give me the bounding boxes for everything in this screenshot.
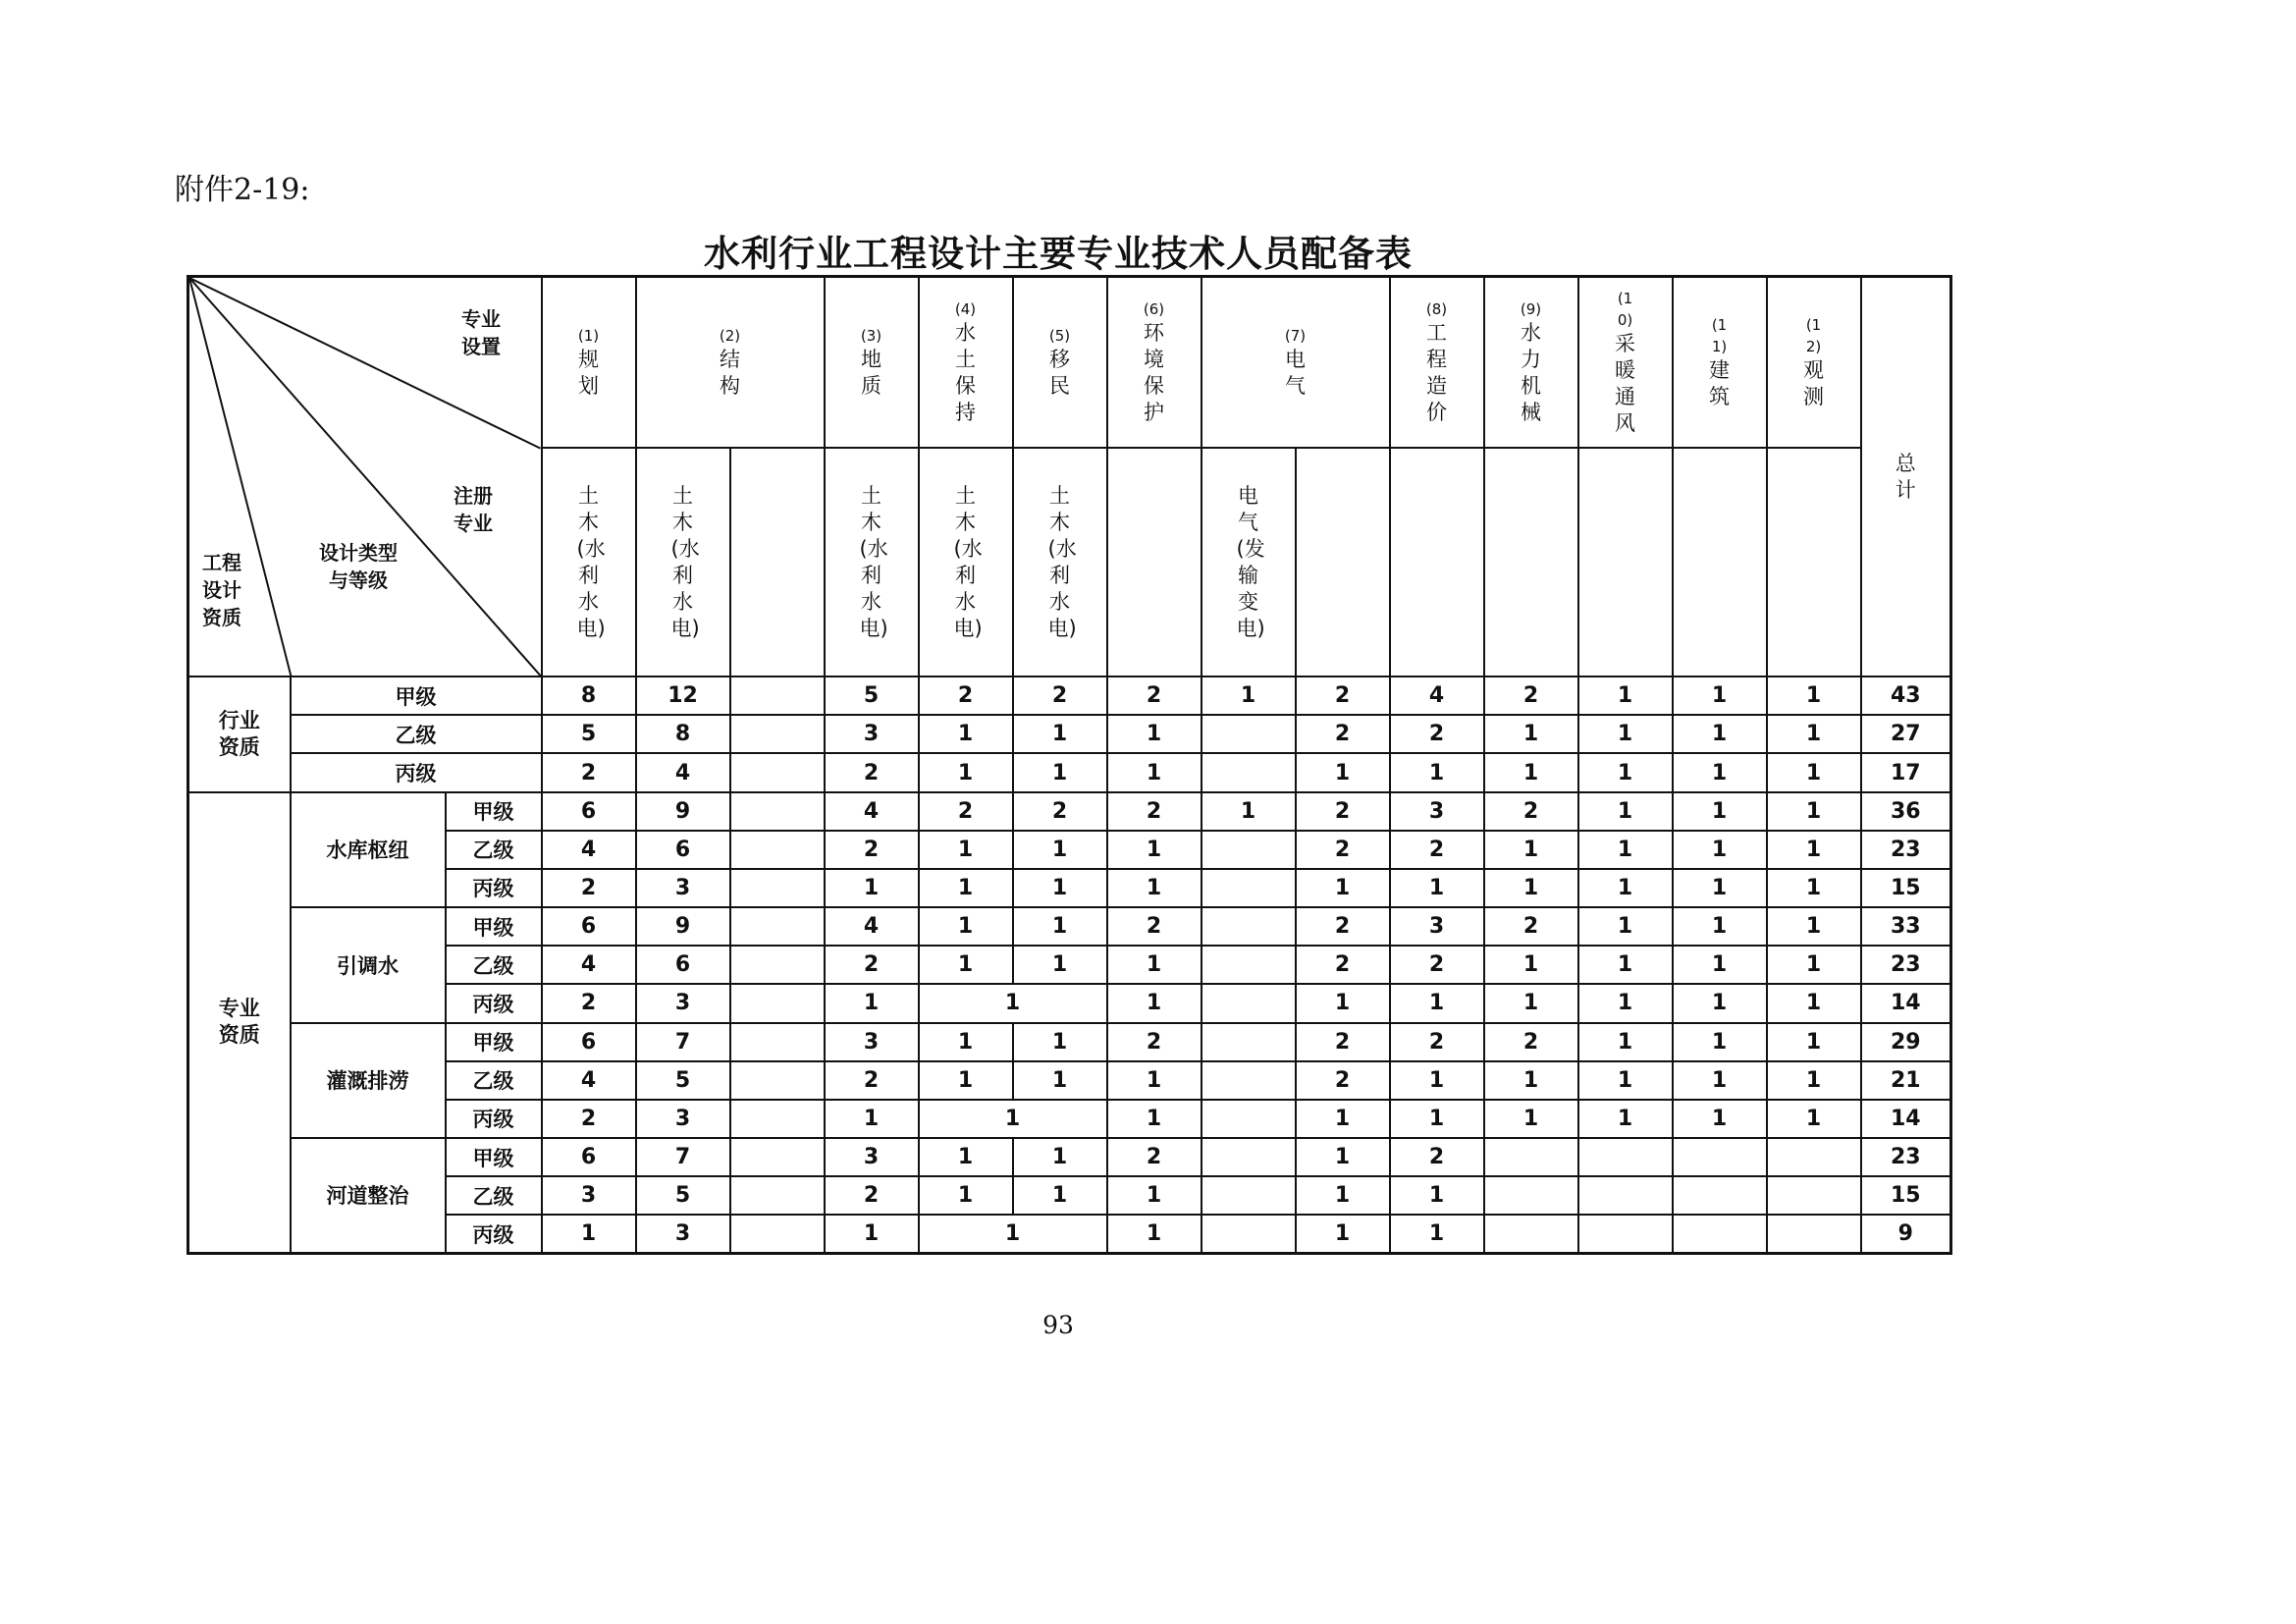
cell: 2 — [825, 1176, 919, 1215]
cell: 1 — [1578, 984, 1673, 1022]
cell: 1 — [1013, 1061, 1107, 1100]
cell: 2 — [1484, 1023, 1578, 1061]
cell: 1 — [1013, 1176, 1107, 1215]
cell: 1 — [1673, 677, 1767, 715]
cell — [730, 831, 825, 869]
cell: 1 — [919, 1061, 1013, 1100]
cell: 1 — [1484, 984, 1578, 1022]
cell: 1 — [1578, 907, 1673, 946]
cell — [1201, 1023, 1296, 1061]
merged-cell: 1 — [919, 984, 1107, 1022]
subject-header-12: (12) 观测 — [1767, 277, 1861, 449]
total-cell: 33 — [1861, 907, 1951, 946]
cell: 6 — [636, 831, 730, 869]
table-row — [188, 677, 1951, 715]
total-header: 总计 — [1861, 277, 1951, 677]
cell: 1 — [919, 831, 1013, 869]
total-cell: 14 — [1861, 1100, 1951, 1138]
cell: 2 — [1296, 1061, 1390, 1100]
cell: 1 — [1390, 1061, 1484, 1100]
grade-label: 乙级 — [291, 715, 542, 753]
grade-label: 乙级 — [446, 1176, 542, 1215]
cell: 12 — [636, 677, 730, 715]
cell — [1484, 1138, 1578, 1176]
registered-architecture-empty — [1673, 448, 1767, 677]
cell: 5 — [636, 1176, 730, 1215]
cell: 6 — [542, 1023, 636, 1061]
registered-observation-empty — [1767, 448, 1861, 677]
cell — [730, 984, 825, 1022]
table-row — [188, 907, 1951, 946]
cell: 2 — [825, 753, 919, 791]
cell: 1 — [1673, 946, 1767, 984]
cell — [1673, 1138, 1767, 1176]
cell: 2 — [1107, 1138, 1201, 1176]
cell — [1767, 1215, 1861, 1253]
cell: 1 — [1484, 715, 1578, 753]
cell: 1 — [1578, 1100, 1673, 1138]
cell: 1 — [1484, 753, 1578, 791]
cell: 2 — [542, 869, 636, 907]
cell — [1767, 1176, 1861, 1215]
grade-label: 甲级 — [446, 1023, 542, 1061]
grade-label: 丙级 — [446, 1100, 542, 1138]
total-cell: 23 — [1861, 831, 1951, 869]
cell: 1 — [1013, 1138, 1107, 1176]
page-number: 93 — [1042, 1311, 1074, 1339]
cell: 4 — [542, 1061, 636, 1100]
cell: 1 — [1013, 831, 1107, 869]
cell: 1 — [1578, 753, 1673, 791]
cell: 1 — [825, 1100, 919, 1138]
cell: 1 — [1107, 1176, 1201, 1215]
cell: 6 — [636, 946, 730, 984]
grade-label: 甲级 — [291, 677, 542, 715]
type-label: 水库枢纽 — [291, 792, 446, 907]
grade-label: 丙级 — [291, 753, 542, 791]
cell — [1201, 984, 1296, 1022]
cell: 7 — [636, 1023, 730, 1061]
total-cell: 15 — [1861, 869, 1951, 907]
cell: 1 — [1296, 1215, 1390, 1253]
merged-cell: 1 — [919, 1215, 1107, 1253]
cell: 4 — [825, 907, 919, 946]
table-row — [188, 869, 1951, 907]
cell: 4 — [636, 753, 730, 791]
cell: 1 — [1673, 1100, 1767, 1138]
cell: 9 — [636, 907, 730, 946]
cell: 3 — [825, 715, 919, 753]
cell: 1 — [919, 1138, 1013, 1176]
total-cell: 23 — [1861, 946, 1951, 984]
cell: 3 — [636, 984, 730, 1022]
cell: 1 — [1107, 1061, 1201, 1100]
cell: 2 — [1296, 907, 1390, 946]
total-cell: 43 — [1861, 677, 1951, 715]
cell: 1 — [1578, 1061, 1673, 1100]
cell: 1 — [919, 1023, 1013, 1061]
cell: 6 — [542, 1138, 636, 1176]
cell: 1 — [1578, 946, 1673, 984]
cell: 3 — [636, 869, 730, 907]
cell: 3 — [825, 1023, 919, 1061]
cell: 1 — [1484, 1100, 1578, 1138]
cell: 2 — [1390, 946, 1484, 984]
cell: 1 — [1673, 984, 1767, 1022]
subject-header-3: (3) 地质 — [825, 277, 919, 449]
cell: 3 — [1390, 907, 1484, 946]
cell — [1201, 1138, 1296, 1176]
cell — [1578, 1215, 1673, 1253]
table-row — [188, 753, 1951, 791]
cell — [1484, 1215, 1578, 1253]
type-label: 河道整治 — [291, 1138, 446, 1254]
cell: 1 — [1390, 869, 1484, 907]
table-row — [188, 715, 1951, 753]
table-row — [188, 946, 1951, 984]
subject-header-4: (4) 水土保持 — [919, 277, 1013, 449]
cell — [730, 1176, 825, 1215]
document-title: 水利行业工程设计主要专业技术人员配备表 — [704, 233, 1413, 275]
grade-label: 丙级 — [446, 1215, 542, 1253]
cell: 2 — [1484, 677, 1578, 715]
cell: 2 — [1013, 792, 1107, 831]
subject-header-8: (8) 工程造价 — [1390, 277, 1484, 449]
cell: 1 — [542, 1215, 636, 1253]
cell: 1 — [919, 869, 1013, 907]
cell: 2 — [1013, 677, 1107, 715]
cell: 1 — [1013, 907, 1107, 946]
cell: 5 — [542, 715, 636, 753]
cell: 1 — [1390, 1176, 1484, 1215]
cell: 1 — [1390, 753, 1484, 791]
registered-resettlement: 土木(水利水电) — [1013, 448, 1107, 677]
corner-label-specialty-setting: 专业设置 — [461, 307, 501, 358]
cell: 2 — [1296, 715, 1390, 753]
cell — [730, 677, 825, 715]
cell: 1 — [1107, 753, 1201, 791]
table-row — [188, 984, 1951, 1022]
cell: 1 — [1767, 792, 1861, 831]
staffing-table — [187, 275, 1952, 1255]
cell — [1201, 753, 1296, 791]
cell: 1 — [1673, 1061, 1767, 1100]
cell: 3 — [542, 1176, 636, 1215]
cell — [1201, 1100, 1296, 1138]
cell: 8 — [636, 715, 730, 753]
total-cell: 23 — [1861, 1138, 1951, 1176]
cell: 1 — [1484, 946, 1578, 984]
registered-electric: 电气(发输变电) — [1201, 448, 1296, 677]
cell: 1 — [1673, 792, 1767, 831]
cell — [1767, 1138, 1861, 1176]
cell: 1 — [1201, 677, 1296, 715]
cell: 2 — [825, 1061, 919, 1100]
cell: 1 — [1296, 1138, 1390, 1176]
cell: 4 — [825, 792, 919, 831]
cell — [730, 946, 825, 984]
total-cell: 21 — [1861, 1061, 1951, 1100]
cell: 4 — [1390, 677, 1484, 715]
cell: 1 — [1767, 1023, 1861, 1061]
type-label: 引调水 — [291, 907, 446, 1022]
cell — [1484, 1176, 1578, 1215]
cell: 4 — [542, 831, 636, 869]
corner-header-cell — [188, 277, 542, 677]
attachment-label: 附件2-19: — [175, 173, 310, 207]
cell: 1 — [1767, 907, 1861, 946]
subject-header-10: (10) 采暖通风 — [1578, 277, 1673, 449]
cell: 2 — [1107, 792, 1201, 831]
cell: 1 — [1013, 946, 1107, 984]
cell: 2 — [1296, 677, 1390, 715]
corner-label-qualification: 工程设计资质 — [202, 551, 241, 629]
cell: 1 — [1578, 715, 1673, 753]
cell: 1 — [1013, 1023, 1107, 1061]
cell: 2 — [1390, 1138, 1484, 1176]
cell: 3 — [1390, 792, 1484, 831]
cell: 1 — [1107, 1215, 1201, 1253]
cell: 1 — [919, 907, 1013, 946]
group-label-professional: 专业资质 — [188, 792, 291, 1254]
total-cell: 29 — [1861, 1023, 1951, 1061]
cell: 3 — [636, 1100, 730, 1138]
type-label: 灌溉排涝 — [291, 1023, 446, 1138]
cell: 1 — [1578, 792, 1673, 831]
cell — [1201, 831, 1296, 869]
registered-geology: 土木(水利水电) — [825, 448, 919, 677]
cell — [730, 1061, 825, 1100]
cell — [730, 792, 825, 831]
cell: 1 — [1767, 1061, 1861, 1100]
cell: 2 — [1296, 1023, 1390, 1061]
cell: 1 — [1767, 869, 1861, 907]
cell: 1 — [1673, 715, 1767, 753]
cell: 1 — [825, 1215, 919, 1253]
cell: 2 — [1107, 907, 1201, 946]
grade-label: 甲级 — [446, 792, 542, 831]
cell: 3 — [825, 1138, 919, 1176]
cell: 1 — [1390, 1215, 1484, 1253]
cell: 1 — [1107, 831, 1201, 869]
cell: 1 — [919, 946, 1013, 984]
registered-environment-empty — [1107, 448, 1201, 677]
subject-header-9: (9) 水力机械 — [1484, 277, 1578, 449]
cell: 1 — [1673, 1023, 1767, 1061]
table-row — [188, 1061, 1951, 1100]
cell: 7 — [636, 1138, 730, 1176]
cell: 1 — [825, 869, 919, 907]
subject-header-6: (6) 环境保护 — [1107, 277, 1201, 449]
cell: 2 — [825, 946, 919, 984]
registered-hydraulic-empty — [1484, 448, 1578, 677]
merged-cell: 1 — [919, 1100, 1107, 1138]
cell — [1201, 1215, 1296, 1253]
cell: 1 — [1296, 1100, 1390, 1138]
grade-label: 甲级 — [446, 907, 542, 946]
grade-label: 乙级 — [446, 1061, 542, 1100]
cell — [1201, 946, 1296, 984]
table-row — [188, 1023, 1951, 1061]
subject-header-7: (7) 电气 — [1201, 277, 1390, 449]
cell — [1201, 869, 1296, 907]
cell: 2 — [1296, 946, 1390, 984]
table-row — [188, 1100, 1951, 1138]
cell: 1 — [1296, 984, 1390, 1022]
cell: 1 — [1107, 1100, 1201, 1138]
cell: 2 — [919, 677, 1013, 715]
cell: 6 — [542, 792, 636, 831]
registered-cost-empty — [1390, 448, 1484, 677]
cell: 1 — [1296, 869, 1390, 907]
cell — [1201, 1176, 1296, 1215]
table-row — [188, 1138, 1951, 1176]
cell: 1 — [1578, 831, 1673, 869]
cell: 5 — [636, 1061, 730, 1100]
cell: 1 — [1767, 1100, 1861, 1138]
cell: 2 — [825, 831, 919, 869]
subject-header-5: (5) 移民 — [1013, 277, 1107, 449]
cell: 1 — [1484, 1061, 1578, 1100]
registered-planning: 土木(水利水电) — [542, 448, 636, 677]
table-row — [188, 1215, 1951, 1253]
cell: 1 — [1296, 753, 1390, 791]
total-cell: 15 — [1861, 1176, 1951, 1215]
cell: 3 — [636, 1215, 730, 1253]
cell: 1 — [1767, 831, 1861, 869]
registered-hvac-empty — [1578, 448, 1673, 677]
cell: 1 — [1767, 984, 1861, 1022]
cell: 1 — [1767, 715, 1861, 753]
subject-header-2: (2) 结构 — [636, 277, 825, 449]
cell: 1 — [1390, 984, 1484, 1022]
grade-label: 乙级 — [446, 831, 542, 869]
cell: 2 — [919, 792, 1013, 831]
table-row — [188, 792, 1951, 831]
cell: 2 — [1390, 831, 1484, 869]
corner-label-registered-specialty: 注册专业 — [454, 484, 493, 535]
cell: 2 — [542, 753, 636, 791]
cell: 2 — [542, 984, 636, 1022]
registered-structure-empty — [730, 448, 825, 677]
cell: 1 — [1201, 792, 1296, 831]
cell — [1673, 1176, 1767, 1215]
cell — [730, 869, 825, 907]
cell: 1 — [1673, 869, 1767, 907]
total-cell: 14 — [1861, 984, 1951, 1022]
cell — [730, 907, 825, 946]
table-row — [188, 1176, 1951, 1215]
cell: 1 — [1673, 831, 1767, 869]
cell: 1 — [1013, 869, 1107, 907]
cell — [730, 1215, 825, 1253]
cell: 1 — [1107, 869, 1201, 907]
cell: 1 — [1484, 869, 1578, 907]
group-label-industry: 行业资质 — [188, 677, 291, 791]
cell — [730, 1023, 825, 1061]
cell: 1 — [1484, 831, 1578, 869]
total-cell: 36 — [1861, 792, 1951, 831]
cell: 2 — [1107, 1023, 1201, 1061]
cell — [1201, 1061, 1296, 1100]
cell: 2 — [1296, 831, 1390, 869]
cell: 1 — [919, 1176, 1013, 1215]
cell: 1 — [1107, 715, 1201, 753]
cell: 4 — [542, 946, 636, 984]
cell: 1 — [825, 984, 919, 1022]
cell: 2 — [1484, 907, 1578, 946]
cell — [1201, 715, 1296, 753]
cell — [1673, 1215, 1767, 1253]
cell: 1 — [1673, 753, 1767, 791]
header-row-specialty — [188, 277, 1951, 449]
grade-label: 乙级 — [446, 946, 542, 984]
cell: 1 — [1296, 1176, 1390, 1215]
cell — [730, 1138, 825, 1176]
cell: 2 — [1390, 715, 1484, 753]
subject-header-11: (11) 建筑 — [1673, 277, 1767, 449]
cell — [730, 1100, 825, 1138]
corner-label-design-type-grade: 设计类型与等级 — [319, 541, 398, 592]
cell — [1201, 907, 1296, 946]
cell: 1 — [1767, 753, 1861, 791]
registered-electric-empty — [1296, 448, 1390, 677]
cell: 5 — [825, 677, 919, 715]
total-cell: 17 — [1861, 753, 1951, 791]
cell — [1578, 1138, 1673, 1176]
cell: 1 — [919, 753, 1013, 791]
cell: 1 — [1578, 1023, 1673, 1061]
cell — [1578, 1176, 1673, 1215]
table-row — [188, 831, 1951, 869]
cell: 1 — [1107, 984, 1201, 1022]
total-cell: 9 — [1861, 1215, 1951, 1253]
cell: 6 — [542, 907, 636, 946]
cell: 1 — [1578, 677, 1673, 715]
cell: 2 — [1484, 792, 1578, 831]
grade-label: 丙级 — [446, 869, 542, 907]
cell — [730, 753, 825, 791]
cell: 1 — [919, 715, 1013, 753]
cell: 1 — [1390, 1100, 1484, 1138]
total-cell: 27 — [1861, 715, 1951, 753]
cell: 1 — [1767, 946, 1861, 984]
cell: 8 — [542, 677, 636, 715]
grade-label: 甲级 — [446, 1138, 542, 1176]
grade-label: 丙级 — [446, 984, 542, 1022]
cell: 2 — [542, 1100, 636, 1138]
registered-soil-conservation: 土木(水利水电) — [919, 448, 1013, 677]
cell: 1 — [1013, 753, 1107, 791]
cell: 2 — [1390, 1023, 1484, 1061]
cell: 1 — [1767, 677, 1861, 715]
cell: 2 — [1107, 677, 1201, 715]
cell: 1 — [1107, 946, 1201, 984]
cell: 2 — [1296, 792, 1390, 831]
cell: 9 — [636, 792, 730, 831]
subject-header-1: (1) 规划 — [542, 277, 636, 449]
cell: 1 — [1578, 869, 1673, 907]
staffing-table-wrapper — [187, 275, 1942, 1255]
cell — [730, 715, 825, 753]
cell: 1 — [1673, 907, 1767, 946]
registered-structure: 土木(水利水电) — [636, 448, 730, 677]
cell: 1 — [1013, 715, 1107, 753]
